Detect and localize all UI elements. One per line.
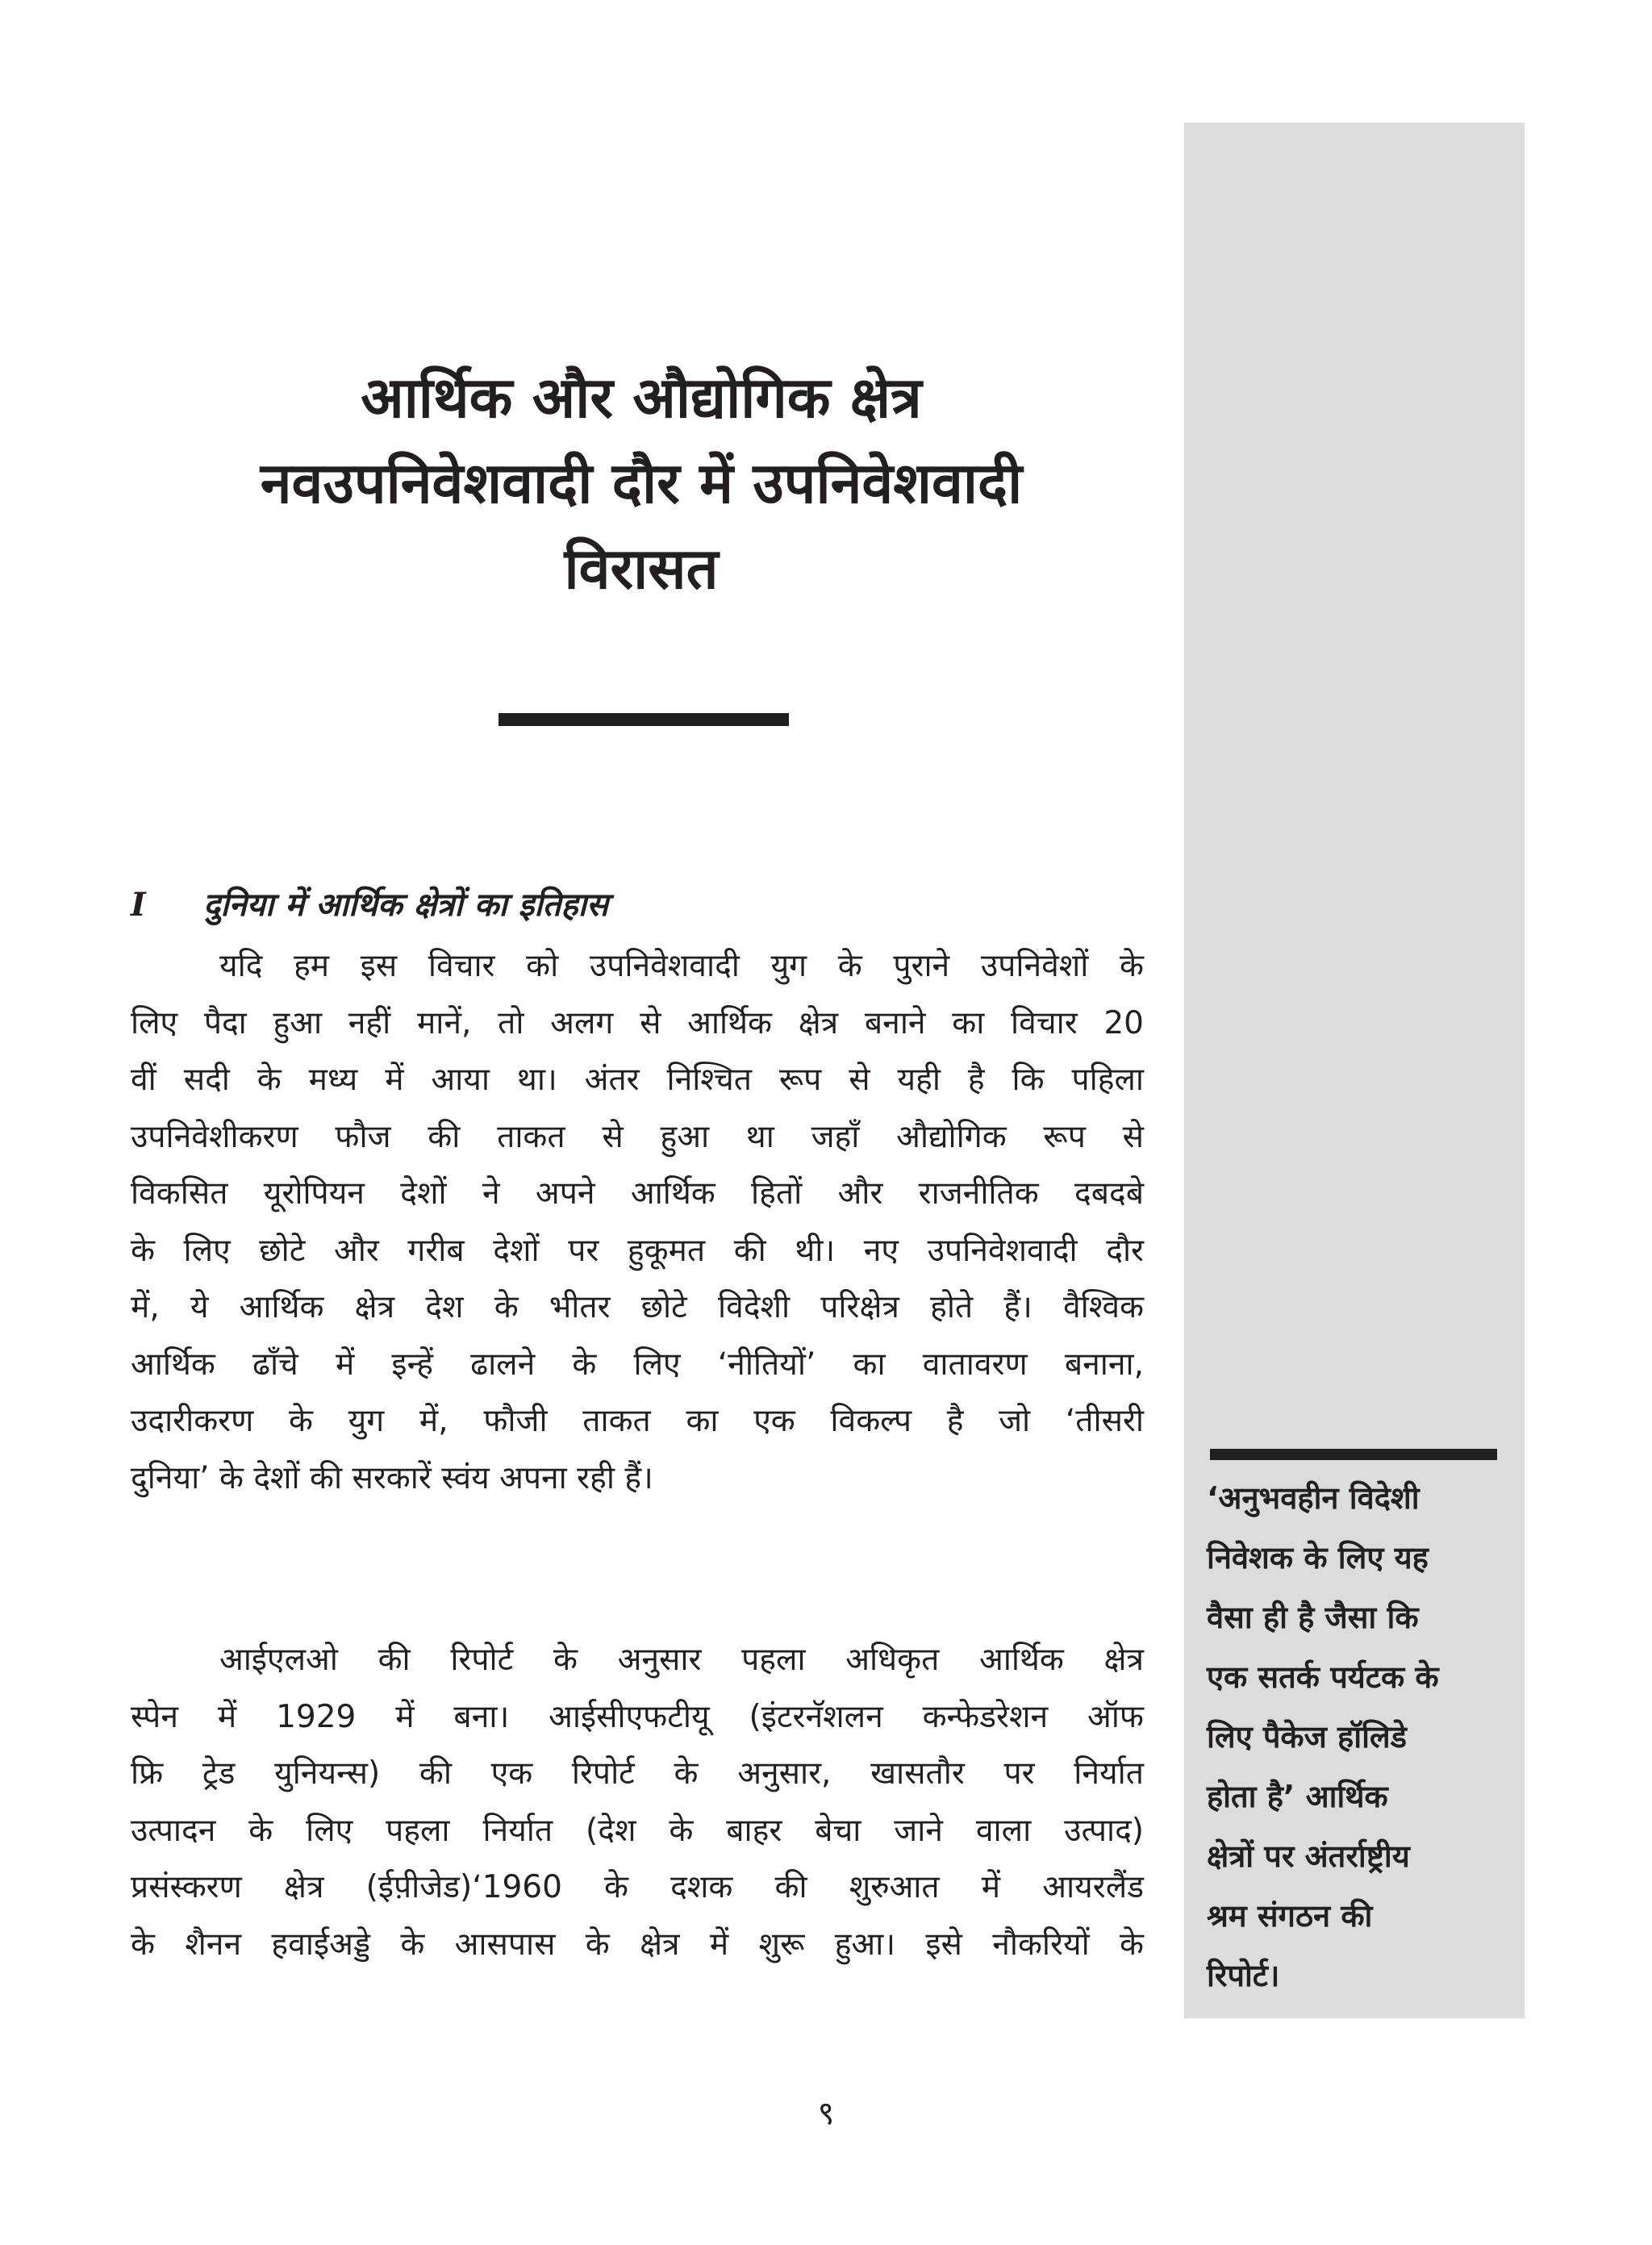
quote-line: श्रम संगठन की	[1207, 1898, 1373, 1934]
paragraph-1	[131, 938, 1144, 1507]
text-line: के शैनन हवाईअड्डे के आसपास के क्षेत्र में शुरू हुआ। इसे नौकरियों के	[131, 1926, 1144, 1963]
section-number: I	[131, 886, 146, 924]
paragraph-2	[131, 1632, 1144, 1973]
page-number: ९	[817, 2095, 835, 2132]
title-divider	[499, 713, 789, 726]
text-line: में, ये आर्थिक क्षेत्र देश के भीतर छोटे विदेशी परिक्षेत्र होते हैं। वैश्विक	[131, 1289, 1144, 1325]
quote-line: एक सतर्क पर्यटक के	[1207, 1659, 1439, 1695]
quote-line: रिपोर्ट।	[1207, 1958, 1280, 1993]
quote-divider	[1210, 1449, 1497, 1460]
text-line: प्रसंस्करण क्षेत्र (ईप़ीजेड)‘1960 के दशक की शुरुआत में आयरलैंड	[131, 1869, 1144, 1905]
section-heading	[131, 881, 1147, 929]
quote-line: निवेशक के लिए यह	[1207, 1540, 1429, 1575]
text-line: उपनिवेशीकरण फौज की ताकत से हुआ था जहाँ औद्योगिक रूप से	[131, 1118, 1144, 1155]
text-line: आर्थिक ढाँचे में इन्हें ढालने के लिए ‘नीतियों’ का वातावरण बनाना,	[131, 1346, 1144, 1383]
quote-line: ‘अनुभवहीन विदेशी	[1207, 1480, 1420, 1516]
text-line: के लिए छोटे और गरीब देशों पर हुकूमत की थी। नए उपनिवेशवादी दौर	[131, 1232, 1144, 1269]
text-line: फ्रि ट्रेड युनियन्स) की एक रिपोर्ट के अनुसार, खासतौर पर निर्यात	[131, 1755, 1144, 1792]
section-title: दुनिया में आर्थिक क्षेत्रों का इतिहास	[203, 887, 609, 924]
quote-line: लिए पैकेज हॉलिडे	[1207, 1719, 1407, 1755]
sidebar-quote	[1207, 1468, 1505, 2005]
text-line: आईएलओ की रिपोर्ट के अनुसार पहला अधिकृत आर्थिक क्षेत्र	[219, 1642, 1144, 1678]
title-line: विरासत	[564, 536, 719, 602]
page-title	[105, 355, 1178, 611]
quote-line: होता है’ आर्थिक	[1207, 1779, 1388, 1814]
title-line: आर्थिक और औद्योगिक क्षेत्र	[361, 365, 922, 431]
text-line: स्पेन में 1929 में बना। आईसीएफटीयू (इंटरनॅशलन कन्फेडरेशन ऑफ	[131, 1698, 1144, 1735]
text-line: दुनिया’ के देशों की सरकारें स्वंय अपना रही हैं।	[131, 1459, 653, 1496]
quote-line: क्षेत्रों पर अंतर्राष्ट्रीय	[1207, 1838, 1410, 1874]
text-line: उत्पादन के लिए पहला निर्यात (देश के बाहर बेचा जाने वाला उत्पाद)	[131, 1812, 1144, 1849]
text-line: उदारीकरण के युग में, फौजी ताकत का एक विकल्प है जो ‘तीसरी	[131, 1403, 1144, 1439]
title-line: नवउपनिवेशवादी दौर में उपनिवेशवादी	[260, 450, 1023, 516]
text-line: वीं सदी के मध्य में आया था। अंतर निश्चित रूप से यही है कि पहिला	[131, 1062, 1144, 1098]
text-line: लिए पैदा हुआ नहीं मानें, तो अलग से आर्थिक क्षेत्र बनाने का विचार 20	[131, 1004, 1144, 1041]
quote-line: वैसा ही है जैसा कि	[1207, 1600, 1419, 1635]
text-line: यदि हम इस विचार को उपनिवेशवादी युग के पुराने उपनिवेशों के	[219, 948, 1144, 984]
text-line: विकसित यूरोपियन देशों ने अपने आर्थिक हितों और राजनीतिक दबदबे	[131, 1175, 1144, 1212]
